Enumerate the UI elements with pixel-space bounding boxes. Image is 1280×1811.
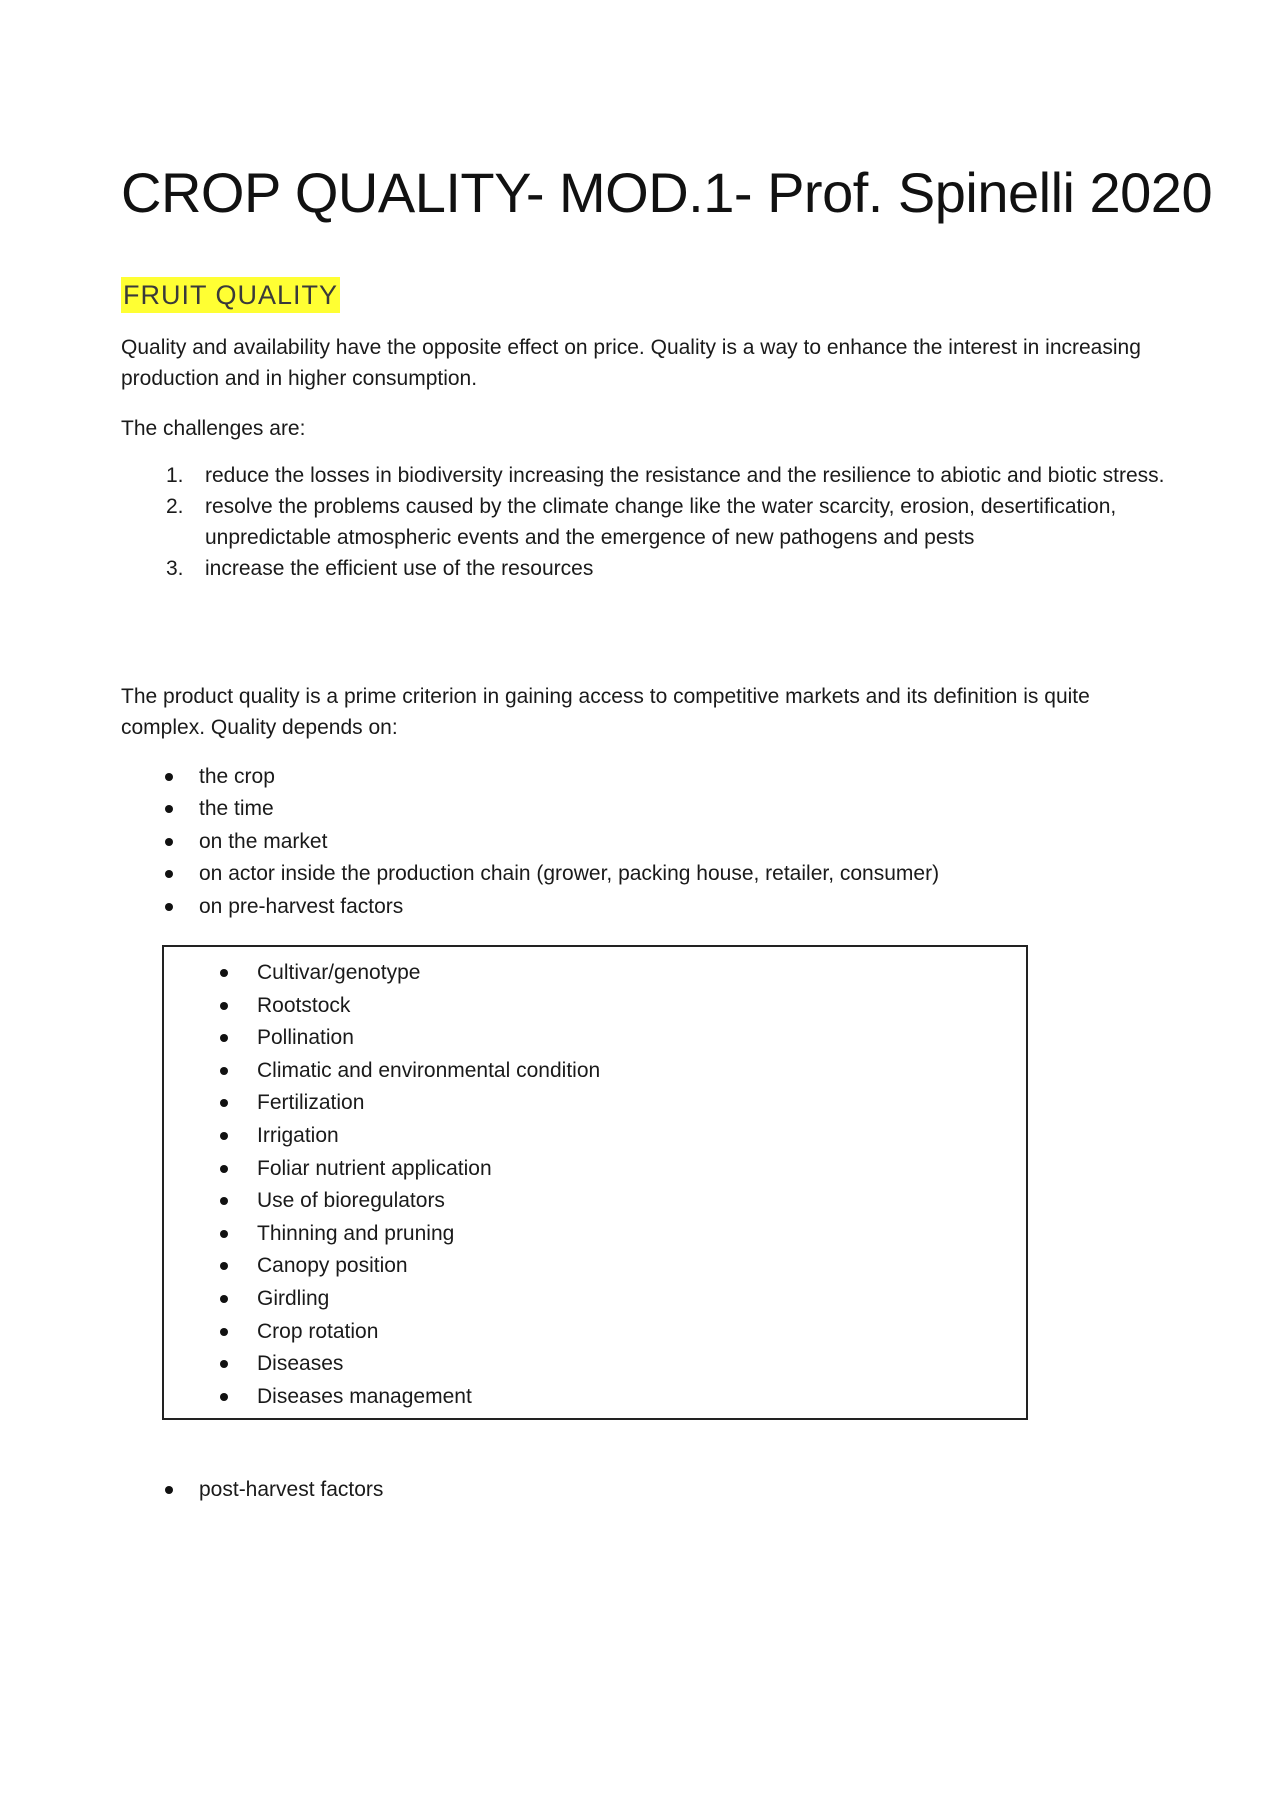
list-item-text: Pollination xyxy=(257,1026,354,1050)
section-heading-highlighted: FRUIT QUALITY xyxy=(121,277,340,313)
list-item-text: post-harvest factors xyxy=(199,1478,384,1501)
list-item xyxy=(164,957,1026,990)
list-item-text: increase the efficient use of the resources xyxy=(205,557,594,580)
challenges-list xyxy=(121,460,1181,584)
bullet-icon xyxy=(165,870,173,878)
list-item-text: Cultivar/genotype xyxy=(257,961,421,984)
list-item-text: Diseases xyxy=(257,1352,344,1376)
bullet-icon xyxy=(220,1230,228,1238)
list-item xyxy=(164,1022,1026,1055)
list-item-text: the crop xyxy=(199,765,275,788)
list-item-text: Canopy position xyxy=(257,1254,408,1278)
list-item-text: Irrigation xyxy=(257,1123,339,1147)
list-item xyxy=(164,1120,1026,1153)
bullet-icon xyxy=(220,1262,228,1270)
list-item xyxy=(164,1250,1026,1283)
pre-harvest-factors-list xyxy=(164,957,1026,1413)
challenges-intro: The challenges are: xyxy=(121,417,306,440)
list-item-text: resolve the problems caused by the climate change like the water scarcity, erosion, desertification, unpredictable atmospheric events and the emergence of new pathogens and pests xyxy=(205,495,1117,549)
list-item xyxy=(121,858,1181,890)
list-item-text: Foliar nutrient application xyxy=(257,1156,492,1180)
list-item-text: on pre-harvest factors xyxy=(199,894,404,918)
list-item xyxy=(164,1381,1026,1414)
list-item xyxy=(121,891,1181,923)
bullet-icon xyxy=(220,1165,228,1173)
list-item xyxy=(164,1316,1026,1349)
bullet-icon xyxy=(165,838,173,846)
list-item xyxy=(164,1283,1026,1316)
list-number: 1. xyxy=(166,464,184,487)
list-item xyxy=(121,553,1181,584)
bullet-icon xyxy=(220,1393,228,1401)
bullet-icon xyxy=(220,1197,228,1205)
list-item xyxy=(121,826,1181,858)
bullet-icon xyxy=(220,1067,228,1075)
bullet-icon xyxy=(165,903,173,911)
list-item xyxy=(164,1087,1026,1120)
list-item xyxy=(121,460,1181,491)
bullet-icon xyxy=(220,1034,228,1042)
list-item-text: Fertilization xyxy=(257,1091,365,1115)
list-item xyxy=(164,990,1026,1023)
list-item xyxy=(121,1474,921,1506)
list-item xyxy=(164,1185,1026,1218)
pre-harvest-factors-box xyxy=(162,945,1028,1420)
list-item-text: the time xyxy=(199,797,274,821)
list-item-text: on actor inside the production chain (grower, packing house, retailer, consumer) xyxy=(199,862,940,886)
list-item-text: on the market xyxy=(199,829,328,853)
bullet-icon xyxy=(220,1002,228,1010)
list-item xyxy=(164,1348,1026,1381)
list-item-text: Thinning and pruning xyxy=(257,1221,455,1245)
list-item-text: Climatic and environmental condition xyxy=(257,1058,601,1082)
list-number: 3. xyxy=(166,557,184,580)
depends-on-list xyxy=(121,761,1181,923)
bullet-icon xyxy=(165,773,173,781)
list-item xyxy=(121,793,1181,825)
quality-paragraph: The product quality is a prime criterion in gaining access to competitive markets and its definition is quite complex. Quality depends on: xyxy=(121,685,1090,739)
list-item xyxy=(164,1153,1026,1186)
list-item-text: Use of bioregulators xyxy=(257,1189,445,1213)
list-item xyxy=(121,761,1181,793)
bullet-icon xyxy=(220,1328,228,1336)
list-item xyxy=(164,1218,1026,1251)
list-item xyxy=(164,1055,1026,1088)
bullet-icon xyxy=(220,1295,228,1303)
bullet-icon xyxy=(165,805,173,813)
intro-paragraph: Quality and availability have the opposite effect on price. Quality is a way to enhance the interest in increasing production and in higher consumption. xyxy=(121,336,1141,390)
list-item-text: Rootstock xyxy=(257,993,351,1017)
list-item xyxy=(121,491,1181,553)
list-item-text: Girdling xyxy=(257,1286,330,1310)
bullet-icon xyxy=(220,969,228,977)
page-title: CROP QUALITY- MOD.1- Prof. Spinelli 2020 xyxy=(121,161,1213,224)
list-item-text: reduce the losses in biodiversity increasing the resistance and the resilience to abiotic and biotic stress. xyxy=(205,464,1165,487)
list-item-text: Diseases management xyxy=(257,1384,472,1408)
list-number: 2. xyxy=(166,495,184,518)
list-item-text: Crop rotation xyxy=(257,1319,379,1343)
bullet-icon xyxy=(220,1132,228,1140)
bullet-icon xyxy=(165,1486,173,1494)
bullet-icon xyxy=(220,1360,228,1368)
bullet-icon xyxy=(220,1099,228,1107)
post-harvest-list xyxy=(121,1474,921,1506)
